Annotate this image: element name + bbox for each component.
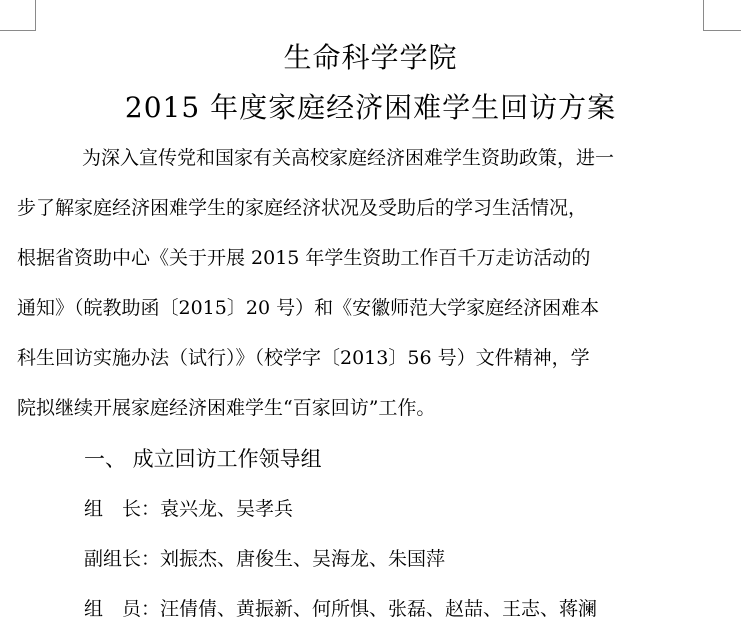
deputy-leader-line: 副组长：刘振杰、唐俊生、吴海龙、朱国萍 [84,548,446,570]
section-heading: 一、 成立回访工作领导组 [84,447,322,471]
crop-mark-top-left [0,0,36,31]
group-leader-line: 组 长：袁兴龙、吴孝兵 [84,498,294,520]
document-title-line2: 2015 年度家庭经济困难学生回访方案 [124,91,617,124]
crop-mark-top-right [703,0,741,31]
group-members-line: 组 员：汪倩倩、黄振新、何所惧、张磊、赵喆、王志、蒋澜 [84,598,598,620]
intro-line-4: 通知》（皖教助函〔2015〕20 号）和《安徽师范大学家庭经济困难本 [17,297,600,319]
intro-line-6: 院拟继续开展家庭经济困难学生“百家回访”工作。 [17,397,436,419]
intro-line-2: 步了解家庭经济困难学生的家庭经济状况及受助后的学习生活情况， [17,197,588,219]
intro-line-3: 根据省资助中心《关于开展 2015 年学生资助工作百千万走访活动的 [17,247,591,269]
document-title-line1: 生命科学学院 [283,41,458,74]
intro-line-5: 科生回访实施办法（试行）》（校学字〔2013〕56 号）文件精神，学 [17,347,590,369]
intro-line-1: 为深入宣传党和国家有关高校家庭经济困难学生资助政策，进一 [82,147,615,169]
